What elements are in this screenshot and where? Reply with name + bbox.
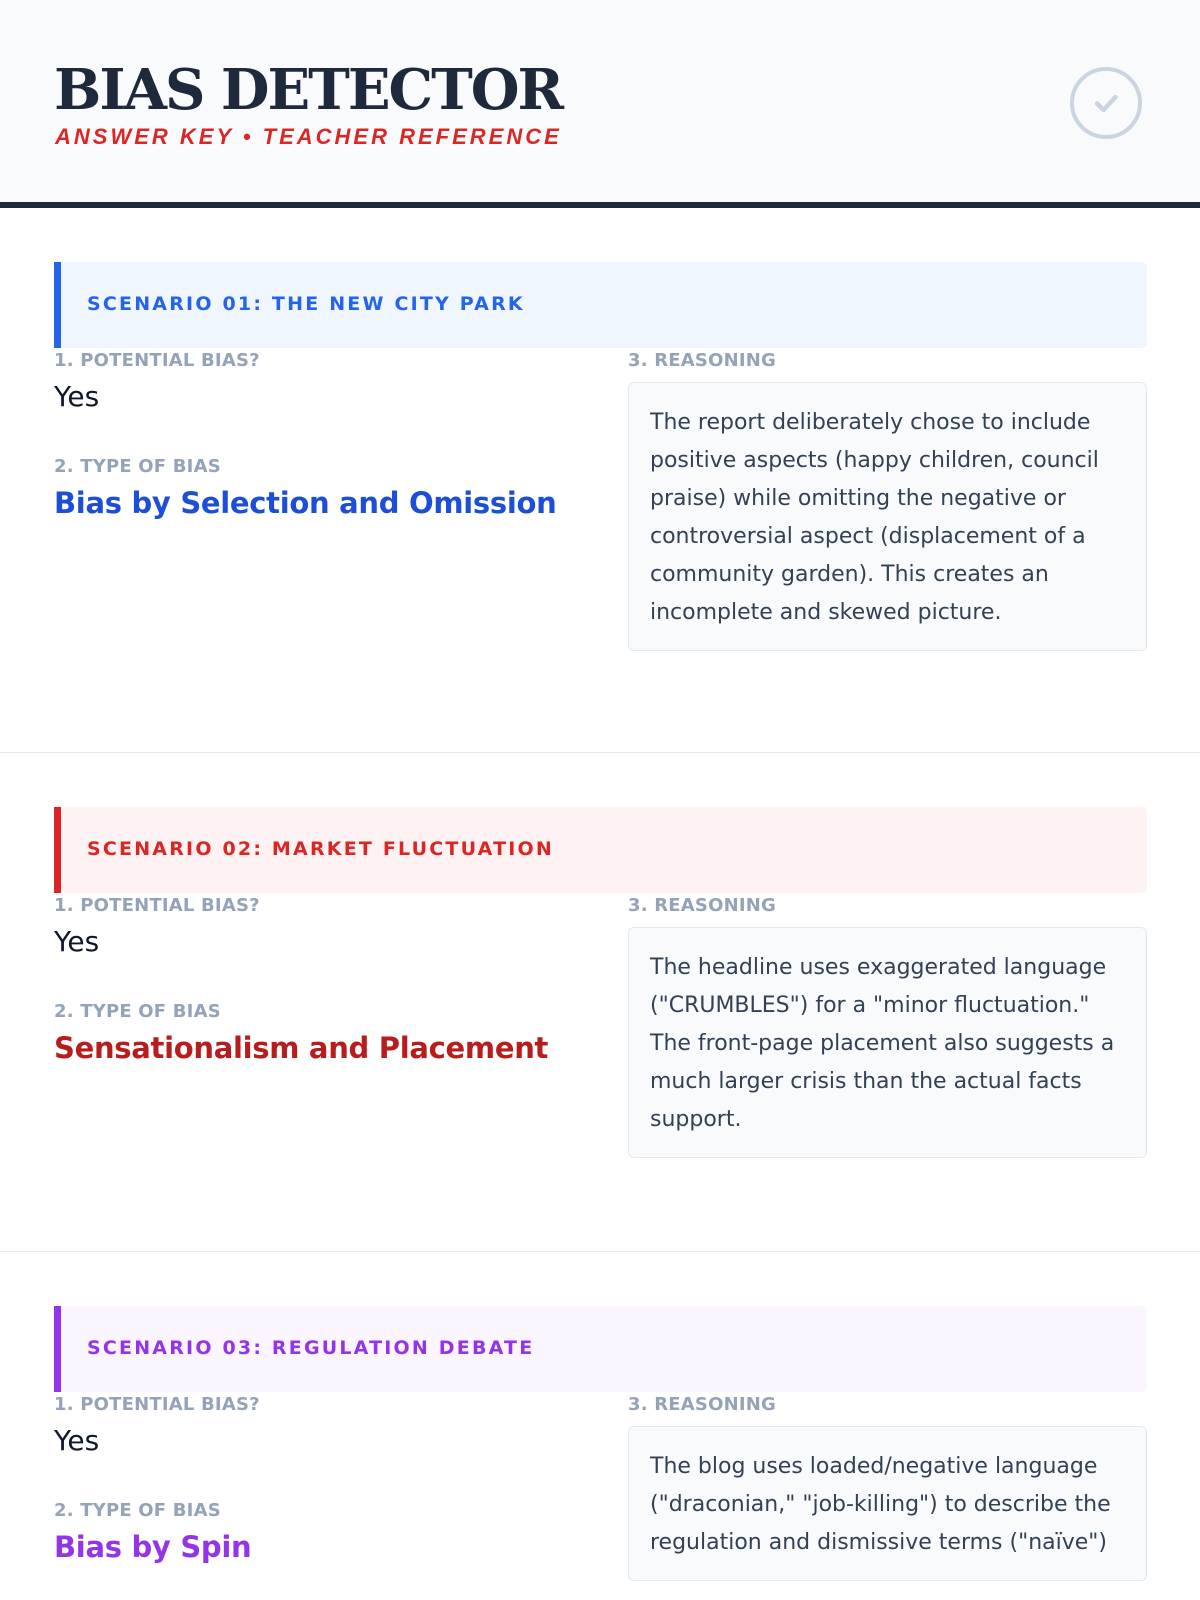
bias-type-label: 2. TYPE OF BIAS [54, 456, 221, 477]
reasoning-text: The headline uses exaggerated language ("CRUMBLES") for a "minor fluctuation." The front-page placement also suggests a much larger crisis than the actual facts support. [628, 927, 1147, 1158]
potential-bias-label: 1. POTENTIAL BIAS? [54, 350, 260, 371]
scenario-banner [54, 1306, 1147, 1392]
scenario-title: SCENARIO 03: REGULATION DEBATE [87, 1337, 535, 1359]
reasoning-label: 3. REASONING [628, 1394, 776, 1415]
potential-bias-label: 1. POTENTIAL BIAS? [54, 1394, 260, 1415]
scenario-banner [54, 807, 1147, 893]
bias-type-label: 2. TYPE OF BIAS [54, 1500, 221, 1521]
check-circle-icon [1070, 67, 1142, 139]
scenario-banner [54, 262, 1147, 348]
page-subtitle: ANSWER KEY • TEACHER REFERENCE [55, 124, 562, 149]
reasoning-label: 3. REASONING [628, 895, 776, 916]
scenario-card [0, 753, 1200, 1252]
scenario-title: SCENARIO 02: MARKET FLUCTUATION [87, 838, 554, 860]
potential-bias-answer: Yes [54, 925, 100, 958]
reasoning-text: The blog uses loaded/negative language ("draconian," "job-killing") to describe the regulation and dismissive terms ("naïve") [628, 1426, 1147, 1581]
reasoning-label: 3. REASONING [628, 350, 776, 371]
bias-type-answer: Sensationalism and Placement [54, 1031, 549, 1065]
checkmark-icon [1091, 88, 1121, 118]
scenario-card [0, 1252, 1200, 1600]
reasoning-text: The report deliberately chose to include positive aspects (happy children, council praise) while omitting the negative or controversial aspect (displacement of a community garden). This creates an incomplete and skewed picture. [628, 382, 1147, 651]
scenario-title: SCENARIO 01: THE NEW CITY PARK [87, 293, 525, 315]
bias-type-answer: Bias by Spin [54, 1530, 252, 1564]
scenario-card [0, 208, 1200, 753]
page-header [0, 0, 1200, 208]
potential-bias-answer: Yes [54, 380, 100, 413]
potential-bias-label: 1. POTENTIAL BIAS? [54, 895, 260, 916]
page-title: BIAS DETECTOR [54, 57, 563, 123]
potential-bias-answer: Yes [54, 1424, 100, 1457]
bias-type-answer: Bias by Selection and Omission [54, 486, 557, 520]
bias-type-label: 2. TYPE OF BIAS [54, 1001, 221, 1022]
